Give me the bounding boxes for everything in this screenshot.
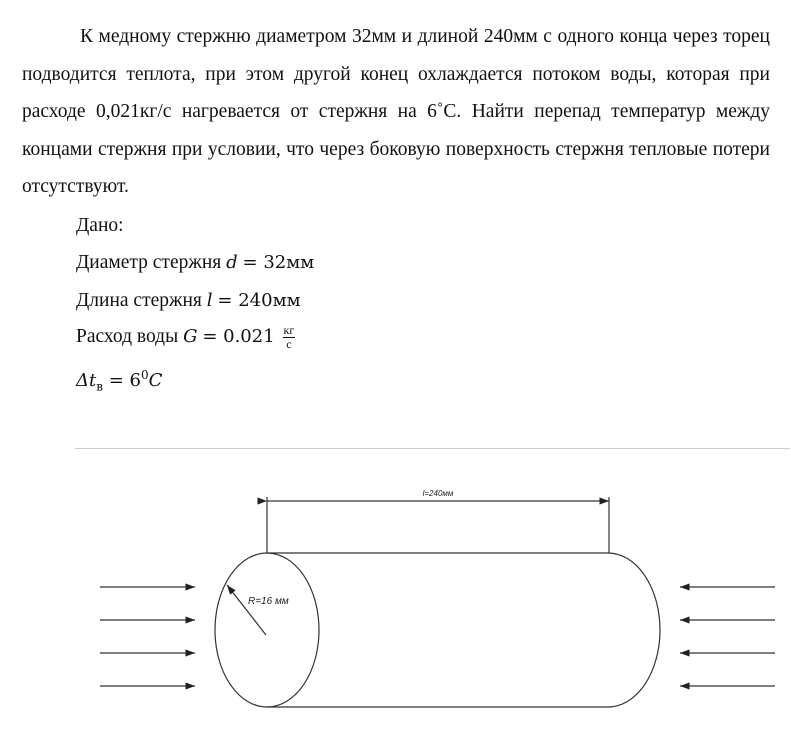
- problem-statement: К медному стержню диаметром 32мм и длиной 240мм с одного конца через торец подводится теплота, при этом другой конец охлаждается потоком воды, которая при расходе 0,021кг/с нагревается от стержня на 6˚С. Найти перепад температур между концами стержня при условии, что через боковую поверхность стержня тепловые потери отсутствуют.: [22, 26, 770, 197]
- flow-value: = 0.021: [202, 325, 275, 347]
- dt-value: = 6: [108, 370, 141, 391]
- flow-var: G: [183, 325, 198, 347]
- length-value: = 240мм: [217, 290, 301, 311]
- radius-line: [227, 585, 266, 635]
- diameter-value: = 32мм: [242, 252, 315, 273]
- diameter-label: Диаметр стержня: [76, 252, 222, 273]
- rod-end-face: [215, 553, 319, 707]
- rod-far-end: [608, 553, 660, 707]
- length-label: Длина стержня: [76, 290, 202, 311]
- dt-var: Δt: [76, 370, 97, 391]
- dt-sup: 0: [141, 368, 149, 382]
- given-title: Дано:: [76, 215, 124, 236]
- flow-unit-num: кг: [283, 323, 295, 337]
- flow-label: Расход воды: [76, 325, 179, 347]
- dt-unit: C: [148, 370, 163, 391]
- flow-unit-den: с: [286, 337, 292, 351]
- length-var: l: [206, 290, 213, 311]
- inflow-arrows-right: [680, 587, 775, 686]
- length-dimension-label: l=240мм: [422, 489, 454, 498]
- inflow-arrows-left: [100, 587, 195, 686]
- dt-sub: в: [96, 379, 103, 394]
- radius-dimension-label: R=16 мм: [248, 596, 289, 607]
- diameter-var: d: [226, 252, 238, 273]
